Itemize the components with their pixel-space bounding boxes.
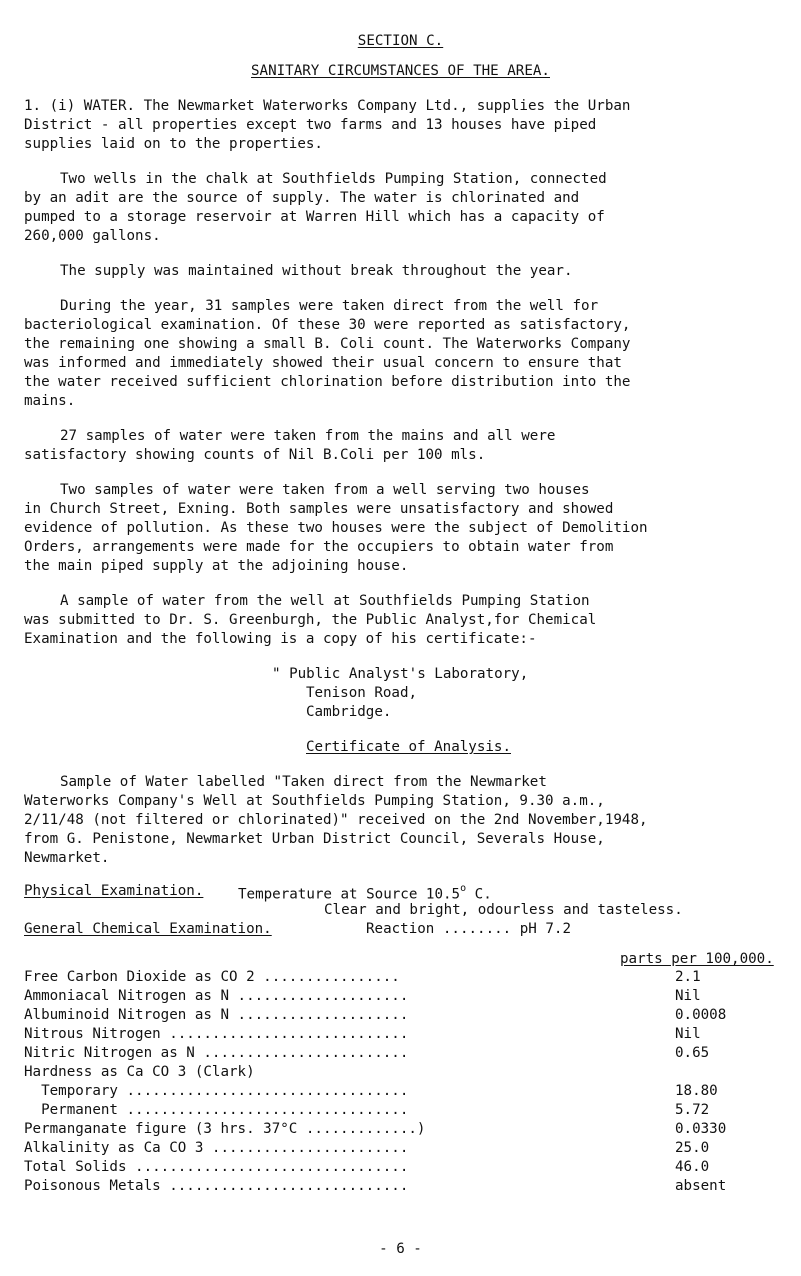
row-label: Ammoniacal Nitrogen as N .................... [24,988,409,1004]
row-label: Free Carbon Dioxide as CO 2 ................ [24,969,400,985]
text-line: A sample of water from the well at Southfields Pumping Station [60,593,590,609]
row-value: absent [675,1178,727,1194]
page-number: - 6 - [379,1241,422,1257]
row-label: Total Solids ................................ [24,1159,409,1175]
text-line: pumped to a storage reservoir at Warren Hill which has a capacity of [24,209,605,225]
text-line: by an adit are the source of supply. The water is chlorinated and [24,190,580,206]
text-line: Orders, arrangements were made for the occupiers to obtain water from [24,539,614,555]
text-line: supplies laid on to the properties. [24,136,323,152]
row-label: Poisonous Metals ............................ [24,1178,409,1194]
text-line: evidence of pollution. As these two houses were the subject of Demolition [24,520,648,536]
table-row [24,987,780,1006]
section-title: SECTION C. [357,33,444,49]
address-line: Cambridge. [306,704,392,720]
row-value: Nil [675,1026,701,1042]
row-value: 5.72 [675,1102,710,1118]
row-value: 0.65 [675,1045,710,1061]
text-line: was informed and immediately showed their usual concern to ensure that [24,355,622,371]
table-row [24,1063,780,1082]
row-value: Nil [675,988,701,1004]
table-row [24,1044,780,1063]
temperature-text: Temperature at Source 10.5 [238,886,461,903]
appearance-line: Clear and bright, odourless and tasteless. [324,902,683,918]
physical-label: Physical Examination. [24,883,204,899]
table-row [24,1082,780,1101]
table-row [24,968,780,987]
table-row [24,1101,780,1120]
row-label: Alkalinity as Ca CO 3 ....................... [24,1140,409,1156]
table-row [24,1120,780,1139]
row-label: Nitrous Nitrogen ............................ [24,1026,409,1042]
text-line: District - all properties except two farms and 13 houses have piped [24,117,597,133]
general-label: General Chemical Examination. [24,921,272,937]
table-row [24,1025,780,1044]
page-heading: SANITARY CIRCUMSTANCES OF THE AREA. [251,63,550,79]
table-row [24,1158,780,1177]
address-line: Tenison Road, [306,685,418,701]
text-line: 1. (i) WATER. The Newmarket Waterworks Company Ltd., supplies the Urban [24,98,631,114]
reaction-line: Reaction ........ pH 7.2 [366,921,571,937]
text-line: Waterworks Company's Well at Southfields Pumping Station, 9.30 a.m., [24,793,605,809]
table-row [24,1006,780,1025]
text-line: from G. Penistone, Newmarket Urban District Council, Severals House, [24,831,605,847]
text-line: the remaining one showing a small B. Coli count. The Waterworks Company [24,336,631,352]
degree-mark: o [460,883,467,894]
table-row [24,1177,780,1196]
text-line: in Church Street, Exning. Both samples were unsatisfactory and showed [24,501,614,517]
text-line: 2/11/48 (not filtered or chlorinated)" received on the 2nd November,1948, [24,812,648,828]
text-line: bacteriological examination. Of these 30 were reported as satisfactory, [24,317,631,333]
row-label: Permanganate figure (3 hrs. 37°C .............) [24,1121,426,1137]
row-label: Hardness as Ca CO 3 (Clark) [24,1064,255,1080]
row-value: 25.0 [675,1140,710,1156]
text-line: Two samples of water were taken from a well serving two houses [60,482,590,498]
text-line: Examination and the following is a copy of his certificate:- [24,631,537,647]
row-label: Permanent ................................. [24,1102,409,1118]
text-line: satisfactory showing counts of Nil B.Coli per 100 mls. [24,447,486,463]
address-line: " Public Analyst's Laboratory, [272,666,529,682]
row-value: 18.80 [675,1083,718,1099]
text-line: was submitted to Dr. S. Greenburgh, the Public Analyst,for Chemical [24,612,597,628]
text-line: mains. [24,393,76,409]
row-value: 46.0 [675,1159,710,1175]
row-value: 0.0330 [675,1121,727,1137]
text-line: During the year, 31 samples were taken direct from the well for [60,298,599,314]
row-label: Nitric Nitrogen as N ........................ [24,1045,409,1061]
paragraph-supply: The supply was maintained without break throughout the year. [60,263,573,279]
text-line: 27 samples of water were taken from the mains and all were [60,428,556,444]
certificate-title: Certificate of Analysis. [306,739,511,755]
text-line: Newmarket. [24,850,110,866]
table-row [24,1139,780,1158]
temperature-unit: C. [466,886,492,903]
text-line: the water received sufficient chlorination before distribution into the [24,374,631,390]
row-value: 2.1 [675,969,701,985]
text-line: 260,000 gallons. [24,228,161,244]
units-header: parts per 100,000. [620,951,774,967]
row-label: Albuminoid Nitrogen as N .................... [24,1007,409,1023]
text-line: Sample of Water labelled "Taken direct from the Newmarket [60,774,547,790]
row-label: Temporary ................................. [24,1083,409,1099]
text-line: Two wells in the chalk at Southfields Pumping Station, connected [60,171,607,187]
row-value: 0.0008 [675,1007,727,1023]
text-line: the main piped supply at the adjoining house. [24,558,409,574]
